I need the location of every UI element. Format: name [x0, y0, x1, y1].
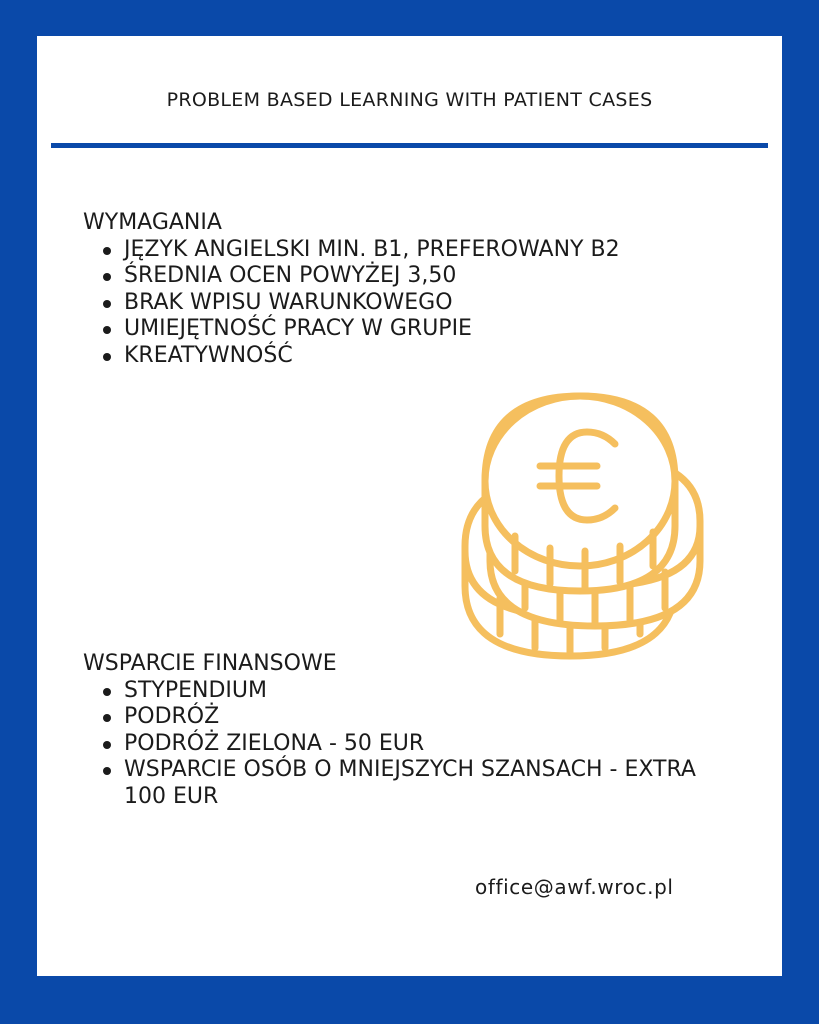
title-divider: [51, 143, 768, 148]
requirements-section: [83, 210, 620, 369]
list-item-text: STYPENDIUM: [124, 677, 267, 703]
contact-email[interactable]: office@awf.wroc.pl: [475, 875, 674, 899]
content-card: [37, 36, 782, 976]
bullet-icon: [103, 326, 111, 334]
financial-support-list: [83, 678, 723, 811]
list-item: [83, 290, 620, 317]
list-item: [83, 237, 620, 264]
list-item-text: JĘZYK ANGIELSKI MIN. B1, PREFEROWANY B2: [124, 236, 620, 262]
bullet-icon: [103, 741, 111, 749]
bullet-icon: [103, 273, 111, 281]
bullet-icon: [103, 767, 111, 775]
list-item-text: BRAK WPISU WARUNKOWEGO: [124, 289, 453, 315]
list-item-text: UMIEJĘTNOŚĆ PRACY W GRUPIE: [124, 316, 472, 341]
financial-support-heading: WSPARCIE FINANSOWE: [83, 651, 337, 676]
bullet-icon: [103, 688, 111, 696]
list-item: [83, 263, 620, 290]
list-item: [83, 731, 723, 758]
list-item-text: ŚREDNIA OCEN POWYŻEJ 3,50: [124, 263, 457, 288]
financial-support-section: [83, 651, 723, 810]
euro-coins-stack-icon: [455, 386, 715, 686]
list-item-text: PODRÓŻ: [124, 704, 220, 729]
bullet-icon: [103, 300, 111, 308]
list-item-text: PODRÓŻ ZIELONA - 50 EUR: [124, 730, 425, 756]
bullet-icon: [103, 247, 111, 255]
list-item: [83, 678, 723, 705]
bullet-icon: [103, 714, 111, 722]
list-item-text: WSPARCIE OSÓB O MNIEJSZYCH SZANSACH - EXTRA 100 EUR: [124, 757, 696, 809]
list-item: [83, 757, 723, 810]
requirements-heading: WYMAGANIA: [83, 210, 222, 235]
list-item-text: KREATYWNOŚĆ: [124, 342, 293, 368]
list-item: [83, 343, 620, 370]
requirements-list: [83, 237, 620, 370]
page-title: PROBLEM BASED LEARNING WITH PATIENT CASES: [166, 89, 653, 111]
bullet-icon: [103, 353, 111, 361]
list-item: [83, 704, 723, 731]
list-item: [83, 316, 620, 343]
